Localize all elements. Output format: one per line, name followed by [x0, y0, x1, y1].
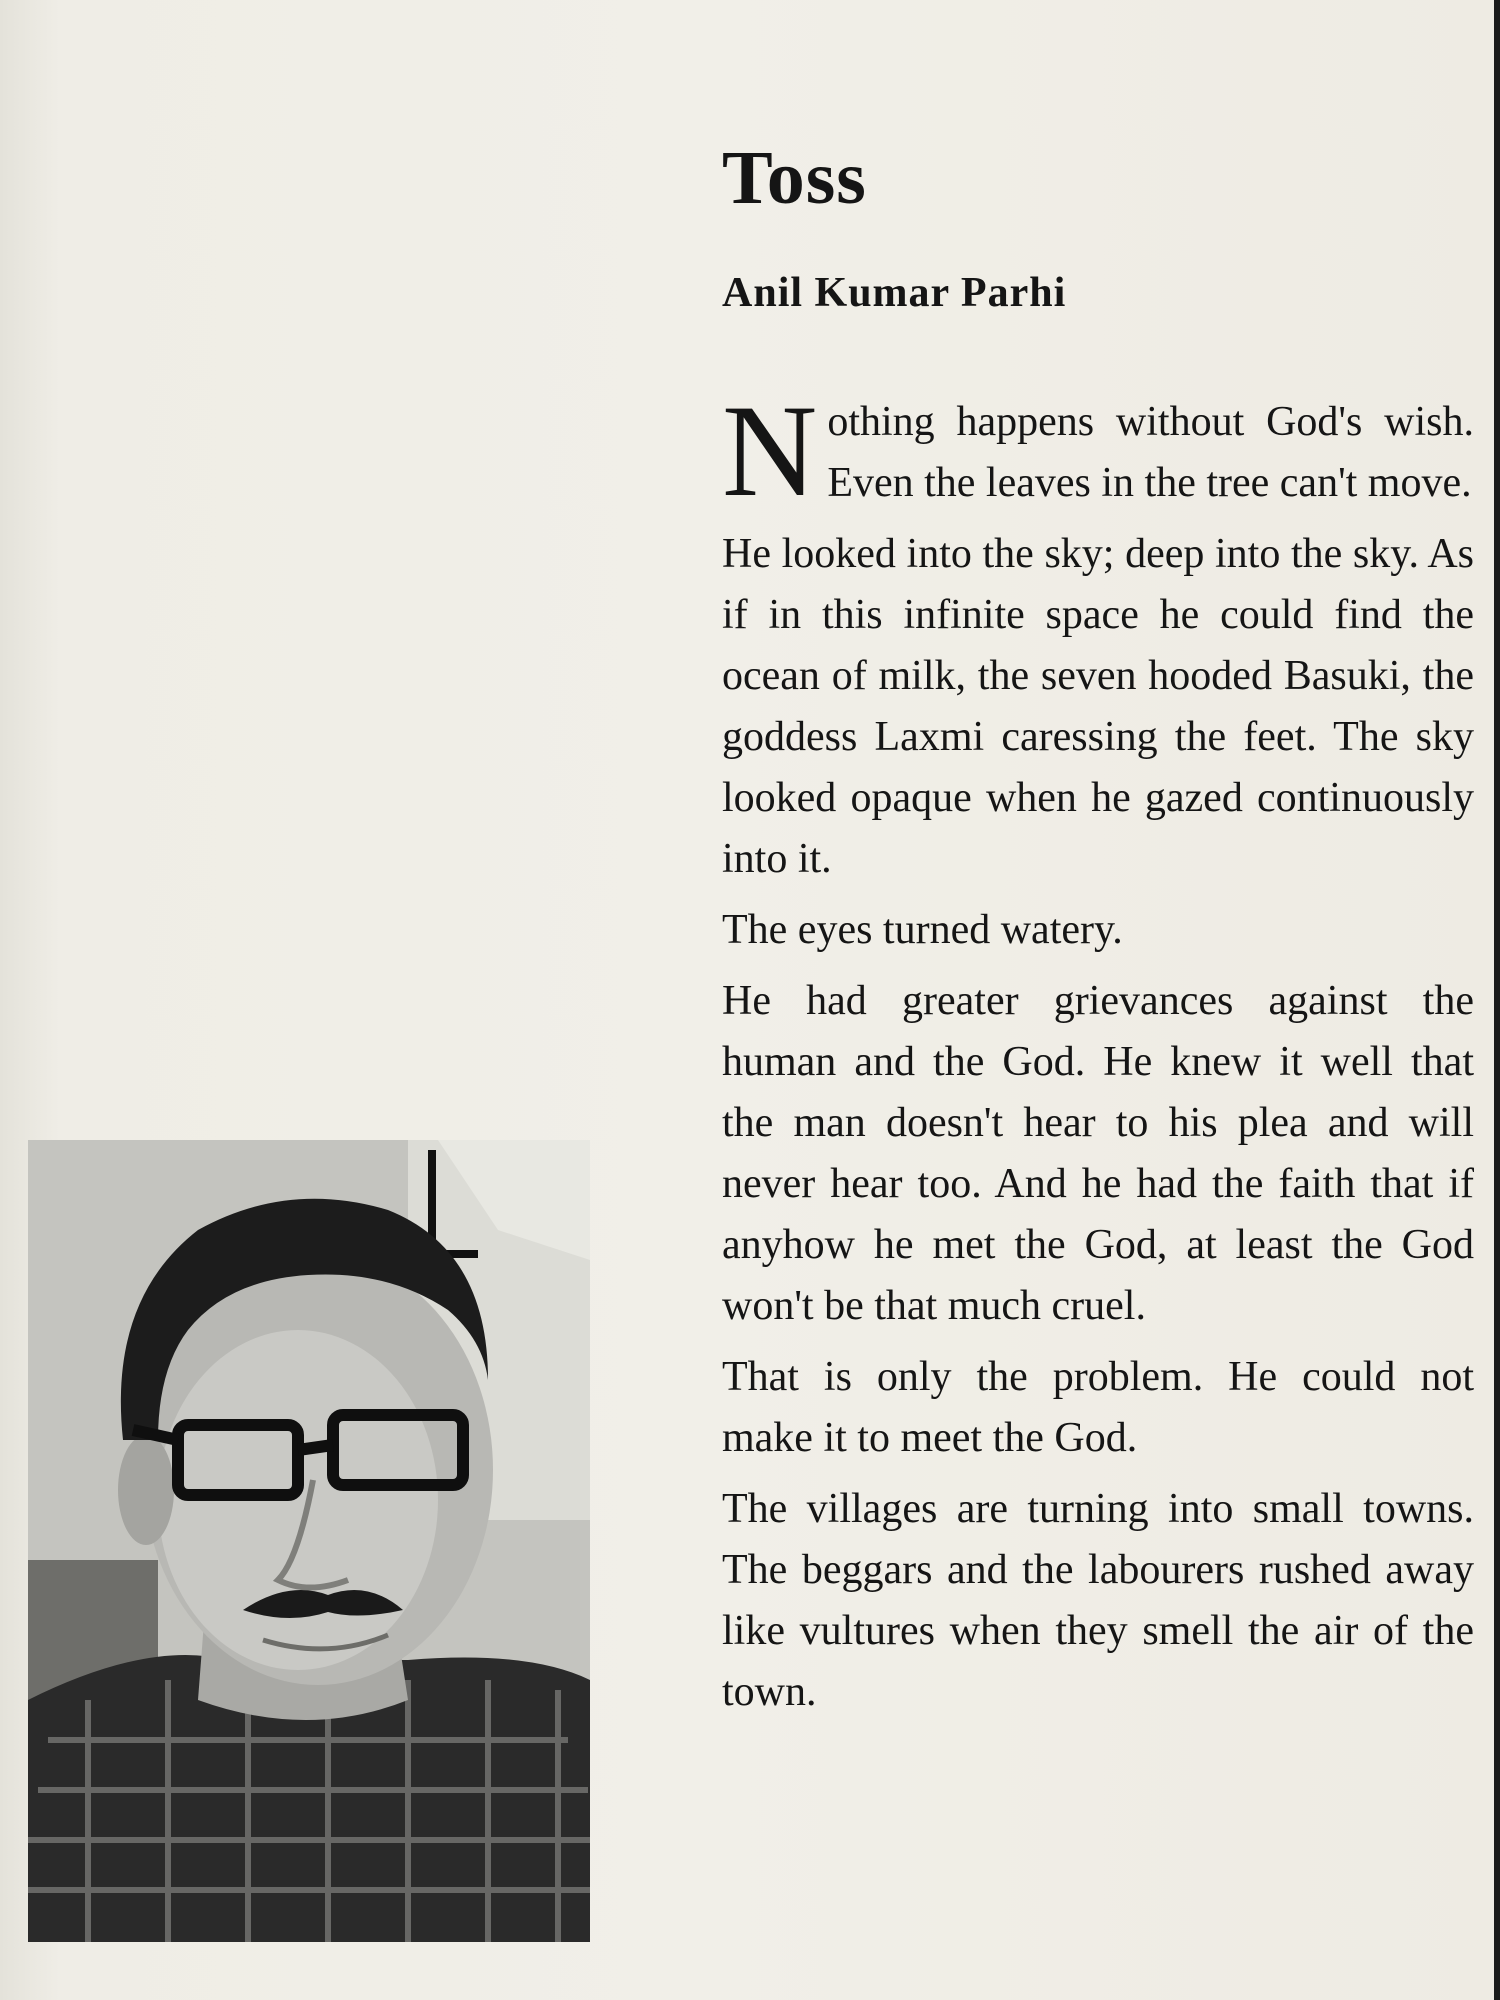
- article-title: Toss: [722, 136, 867, 220]
- author-portrait-photo: [28, 1140, 590, 1942]
- article-body: [722, 377, 1474, 1733]
- paragraph-3: The eyes turned watery.: [722, 907, 1123, 953]
- paragraph-2: He looked into the sky; deep into the sky. As if in this infinite space he could find the ocean of milk, the seven hooded Basuki, the goddess Laxmi caressing the feet. The sky looked opaque when he gazed continuously into it.: [722, 531, 1474, 882]
- article-author: Anil Kumar Parhi: [722, 270, 1067, 316]
- paragraph-1-text: othing happens without God's wish. Even the leaves in the tree can't move.: [827, 399, 1474, 506]
- paragraph-1: [722, 377, 1474, 524]
- paragraph-6: The villages are turning into small towns. The beggars and the labourers rushed away like vultures when they smell the air of the town.: [722, 1486, 1474, 1715]
- page-edge: [1494, 0, 1500, 2000]
- drop-cap: N: [722, 377, 818, 524]
- author-portrait-icon: [28, 1140, 590, 1942]
- paragraph-4: He had greater grievances against the human and the God. He knew it well that the man doesn't hear to his plea and will never hear too. And he had the faith that if anyhow he met the God, at least the God won't be that much cruel.: [722, 978, 1474, 1329]
- paragraph-5: That is only the problem. He could not make it to meet the God.: [722, 1354, 1474, 1461]
